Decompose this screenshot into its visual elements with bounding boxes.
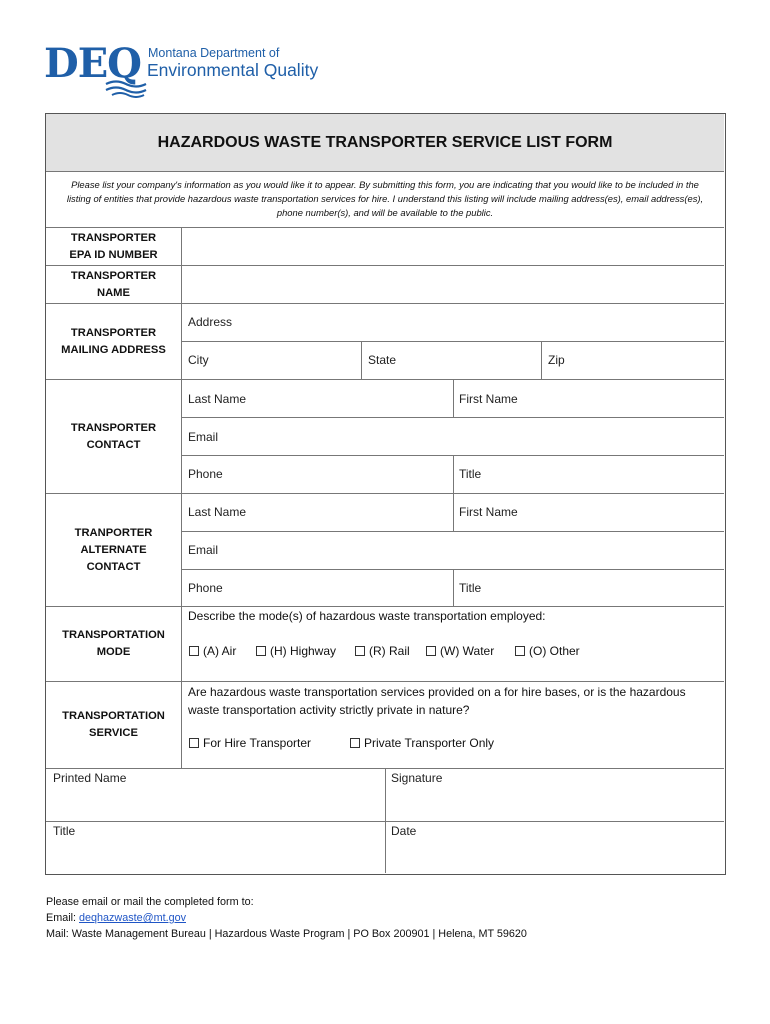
zip-field[interactable]: Zip bbox=[548, 353, 565, 367]
checkbox-icon[interactable] bbox=[426, 646, 436, 656]
checkbox-icon[interactable] bbox=[189, 738, 199, 748]
signoff-title-field[interactable]: Title bbox=[53, 824, 76, 838]
alt-first-name-field[interactable]: First Name bbox=[459, 505, 518, 519]
checkbox-icon[interactable] bbox=[256, 646, 266, 656]
contact-title-field[interactable]: Title bbox=[459, 467, 482, 481]
service-question: Are hazardous waste transportation services provided on a for hire bases, or is the hazardous waste transportation activity strictly private in nature? bbox=[188, 685, 686, 717]
epa-id-field[interactable] bbox=[182, 228, 724, 265]
contact-last-name-field[interactable]: Last Name bbox=[188, 392, 247, 406]
alt-last-name-field[interactable]: Last Name bbox=[188, 505, 247, 519]
label-transportation-mode: TRANSPORTATION MODE bbox=[62, 629, 165, 658]
alt-title-field[interactable]: Title bbox=[459, 581, 482, 595]
logo-abbr: DEQ bbox=[44, 40, 142, 87]
footer bbox=[46, 894, 527, 942]
label-mailing-address: TRANSPORTER MAILING ADDRESS bbox=[61, 326, 166, 356]
logo-line-2: Environmental Quality bbox=[147, 60, 319, 80]
footer-email-line: Email: deqhazwaste@mt.gov bbox=[46, 912, 186, 924]
label-alternate-contact: TRANPORTER ALTERNATE CONTACT bbox=[74, 526, 153, 573]
alt-email-field[interactable]: Email bbox=[188, 543, 219, 557]
contact-first-name-field[interactable]: First Name bbox=[459, 392, 518, 406]
label-transporter-name: TRANSPORTER NAME bbox=[70, 269, 157, 299]
date-field[interactable]: Date bbox=[391, 824, 417, 838]
mode-question: Describe the mode(s) of hazardous waste transportation employed: bbox=[188, 609, 546, 623]
footer-mail-line: Mail: Waste Management Bureau | Hazardous Waste Program | PO Box 200901 | Helena, MT 59620 bbox=[46, 928, 527, 940]
alt-phone-field[interactable]: Phone bbox=[188, 581, 223, 595]
checkbox-icon[interactable] bbox=[350, 738, 360, 748]
contact-phone-field[interactable]: Phone bbox=[188, 467, 223, 481]
checkbox-icon[interactable] bbox=[189, 646, 199, 656]
signature-field[interactable]: Signature bbox=[391, 771, 443, 785]
form-instructions: Please list your company's information as you would like it to appear. By submitting this form, you are indicating that you would like to be included in the listing of entities that provide hazardous waste transportation services for hire. I understand this listing will include mailing address(es), email address(es), phone number(s), and will be available to the public. bbox=[66, 179, 704, 218]
mode-water-checkbox[interactable]: (W) Water bbox=[426, 644, 494, 658]
private-only-checkbox[interactable]: Private Transporter Only bbox=[350, 736, 494, 750]
printed-name-field[interactable]: Printed Name bbox=[53, 771, 127, 785]
footer-instruction: Please email or mail the completed form to: bbox=[46, 896, 254, 908]
mode-rail-checkbox[interactable]: (R) Rail bbox=[355, 644, 410, 658]
label-transportation-service: TRANSPORTATION SERVICE bbox=[62, 710, 165, 739]
deq-logo bbox=[44, 42, 344, 100]
label-contact: TRANSPORTER CONTACT bbox=[70, 421, 157, 451]
form-title: HAZARDOUS WASTE TRANSPORTER SERVICE LIST FORM bbox=[46, 114, 724, 171]
address-field[interactable]: Address bbox=[188, 315, 233, 329]
for-hire-checkbox[interactable]: For Hire Transporter bbox=[189, 736, 311, 750]
contact-email-field[interactable]: Email bbox=[188, 430, 219, 444]
state-field[interactable]: State bbox=[368, 353, 397, 367]
mode-air-checkbox[interactable]: (A) Air bbox=[189, 644, 236, 658]
email-link[interactable]: deqhazwaste@mt.gov bbox=[79, 912, 186, 924]
logo-line-1: Montana Department of bbox=[148, 46, 280, 60]
mode-other-checkbox[interactable]: (O) Other bbox=[515, 644, 580, 658]
checkbox-icon[interactable] bbox=[355, 646, 365, 656]
logo-waves-icon bbox=[104, 78, 150, 98]
mode-highway-checkbox[interactable]: (H) Highway bbox=[256, 644, 336, 658]
checkbox-icon[interactable] bbox=[515, 646, 525, 656]
city-field[interactable]: City bbox=[188, 353, 209, 367]
transporter-name-field[interactable] bbox=[182, 266, 724, 303]
label-epa-id: TRANSPORTER EPA ID NUMBER bbox=[69, 231, 158, 261]
